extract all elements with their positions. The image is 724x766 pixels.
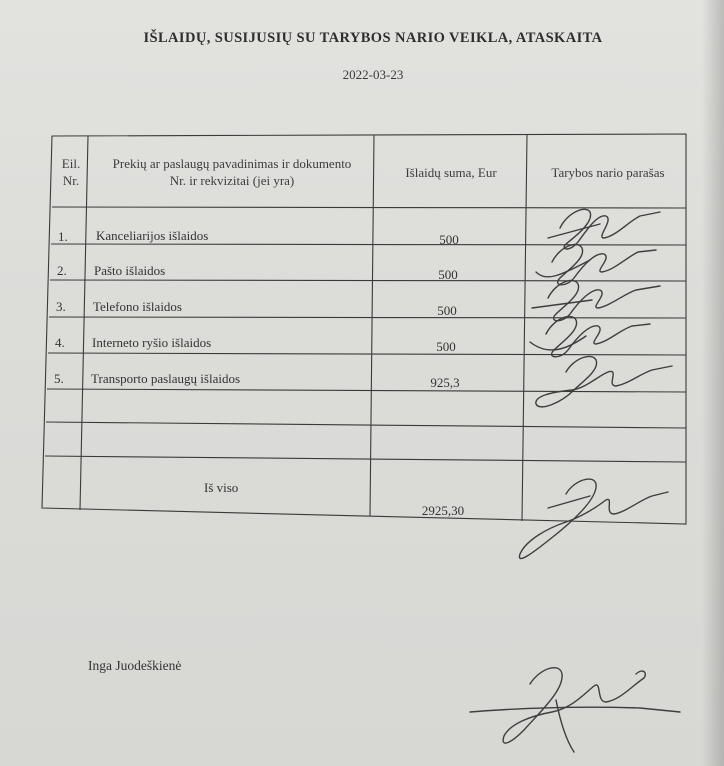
row-1-number: 1.: [58, 229, 68, 244]
row-4-number: 4.: [55, 335, 65, 350]
row-3-amount: 500: [437, 303, 457, 318]
total-amount: 2925,30: [421, 503, 465, 518]
document-date: 2022-03-23: [342, 67, 404, 82]
row-5-number: 5.: [54, 371, 64, 386]
row-4-description: Interneto ryšio išlaidos: [92, 335, 212, 350]
row-1-amount: 500: [439, 232, 459, 247]
header-amount: Išlaidų suma, Eur: [405, 165, 497, 180]
row-2-number: 2.: [57, 263, 67, 278]
header-description: Prekių ar paslaugų pavadinimas ir dokumento Nr. ir rekvizitai (jei yra): [112, 156, 352, 188]
row-4-amount: 500: [436, 339, 456, 354]
document-title: IŠLAIDŲ, SUSIJUSIŲ SU TARYBOS NARIO VEIKLA, ATASKAITA: [143, 30, 603, 46]
row-3-number: 3.: [56, 299, 66, 314]
row-5-amount: 925,3: [430, 375, 460, 390]
total-label: Iš viso: [204, 480, 239, 495]
row-2-description: Pašto išlaidos: [94, 263, 166, 278]
author-name: Inga Juodeškienė: [88, 658, 182, 673]
row-2-amount: 500: [438, 267, 458, 282]
header-number: Eil. Nr.: [61, 156, 81, 188]
row-1-description: Kanceliarijos išlaidos: [96, 228, 209, 243]
header-signature: Tarybos nario parašas: [551, 165, 665, 180]
row-3-description: Telefono išlaidos: [93, 299, 182, 314]
row-5-description: Transporto paslaugų išlaidos: [91, 371, 241, 386]
